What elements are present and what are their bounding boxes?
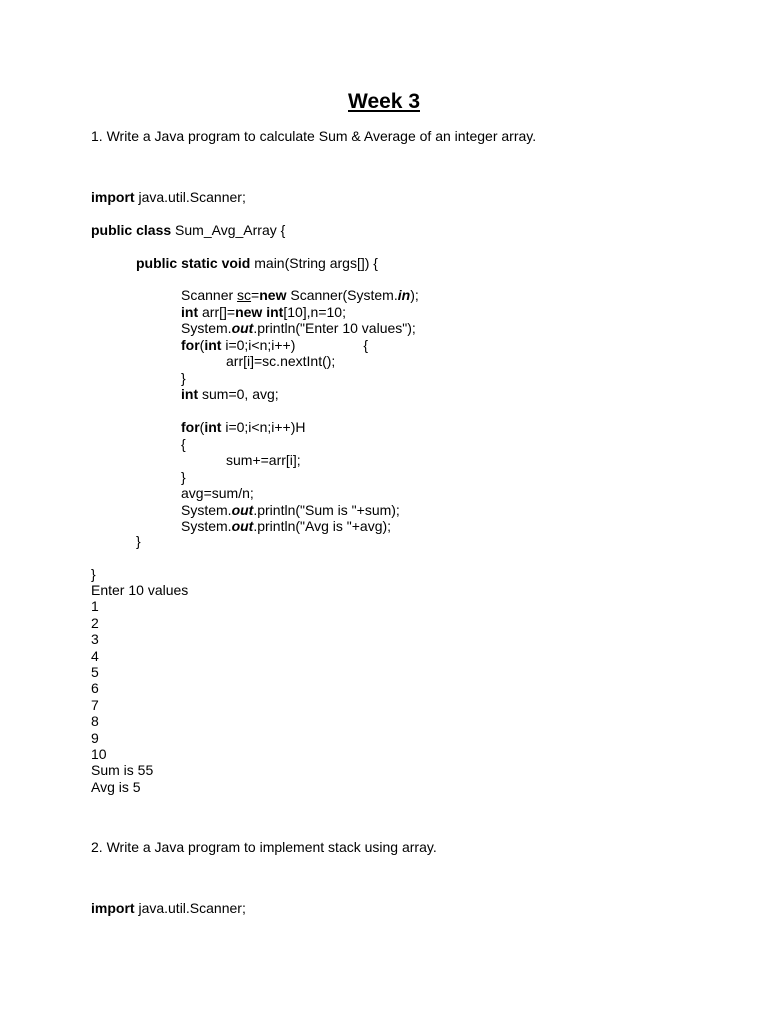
class-close-brace: } — [91, 566, 96, 582]
output-line: Enter 10 values — [91, 582, 189, 598]
code-line-read-input: arr[i]=sc.nextInt(); — [226, 353, 336, 369]
main-signature: main(String args[]) { — [250, 255, 378, 271]
code-line-accumulate: sum+=arr[i]; — [226, 452, 301, 468]
output-line: 5 — [91, 663, 99, 680]
page-title: Week 3 — [348, 90, 420, 113]
output-line: 3 — [91, 631, 99, 648]
output-line: 2 — [91, 614, 99, 631]
import-path: java.util.Scanner; — [134, 189, 246, 205]
output-line: 10 — [91, 745, 107, 762]
code-line-blank — [181, 403, 419, 420]
class-declaration — [91, 222, 285, 239]
import-statement-2 — [91, 900, 246, 917]
code-line-for-input: for(int i=0;i<n;i++) { — [181, 336, 369, 353]
class-name: Sum_Avg_Array { — [171, 222, 286, 238]
code-line-avg: avg=sum/n; — [181, 485, 254, 501]
code-line-print-avg: System.out.println("Avg is "+avg); — [181, 518, 392, 534]
output-line: 9 — [91, 729, 99, 746]
code-line-array-decl: int arr[]=new int[10],n=10; — [181, 303, 346, 320]
output-line: 6 — [91, 680, 99, 697]
output-line: 1 — [91, 598, 99, 615]
main-method-declaration — [136, 255, 378, 272]
output-line-avg: Avg is 5 — [91, 778, 141, 795]
main-method-close-brace: } — [136, 533, 141, 549]
question-1-text: 1. Write a Java program to calculate Sum & Average of an integer array. — [91, 128, 537, 144]
keyword-import: import — [91, 189, 135, 205]
import-path-2: java.util.Scanner; — [134, 900, 246, 916]
output-line: 7 — [91, 696, 99, 713]
import-statement — [91, 189, 246, 206]
main-method-body — [181, 287, 419, 535]
code-line-prompt: System.out.println("Enter 10 values"); — [181, 320, 416, 336]
code-line-sum-decl: int sum=0, avg; — [181, 386, 279, 402]
code-line-close-brace: } — [181, 369, 186, 386]
output-line-sum: Sum is 55 — [91, 762, 154, 779]
code-line-open-brace: { — [181, 435, 186, 452]
code-line-close-brace-2: } — [181, 468, 186, 485]
keyword-public-static-void: public static void — [136, 255, 251, 271]
output-line: 8 — [91, 713, 99, 730]
variable-sc: sc — [237, 287, 252, 303]
question-2-text: 2. Write a Java program to implement stack using array. — [91, 839, 437, 855]
code-line-scanner: Scanner sc=new Scanner(System.in); — [181, 287, 419, 303]
keyword-public-class: public class — [91, 222, 172, 238]
program-output — [91, 582, 188, 795]
keyword-import-2: import — [91, 900, 135, 916]
code-line-print-sum: System.out.println("Sum is "+sum); — [181, 501, 400, 518]
code-line-for-sum: for(int i=0;i<n;i++)H — [181, 419, 306, 435]
output-line: 4 — [91, 647, 99, 664]
